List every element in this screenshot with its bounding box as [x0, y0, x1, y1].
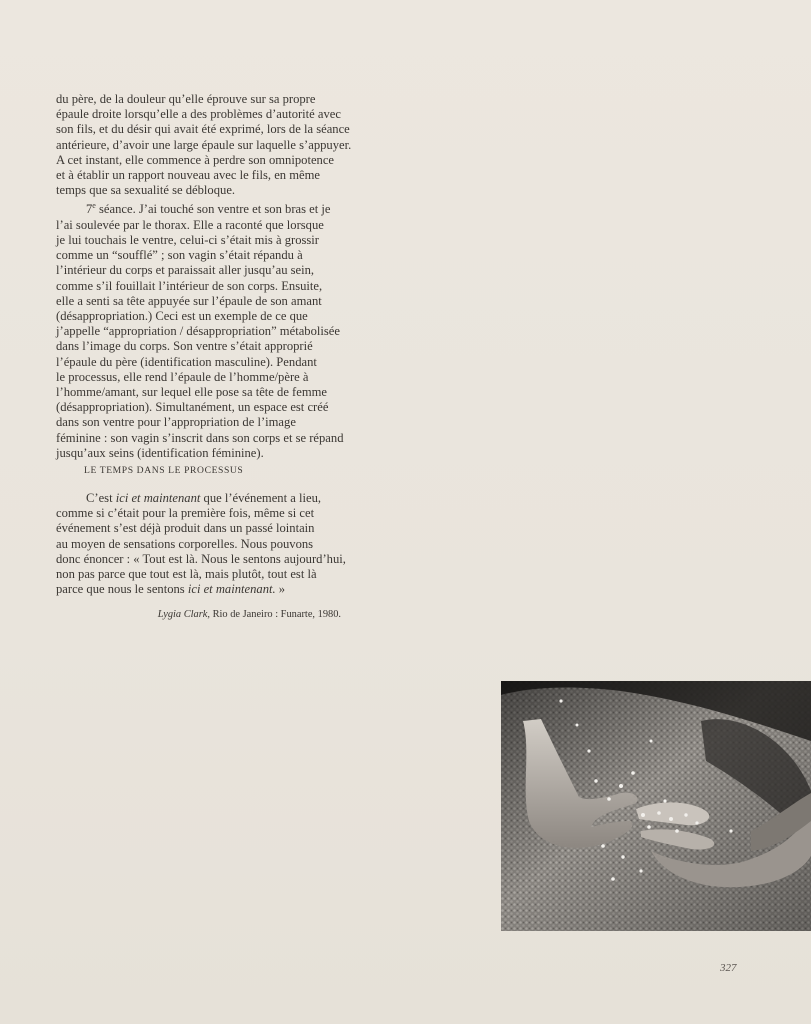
text-line: comme un “soufflé” ; son vagin s’était répandu à	[56, 248, 303, 263]
text-line: non pas parce que tout est là, mais plutôt, tout est là	[56, 567, 317, 582]
text-fragment: que l’événement a lieu,	[200, 491, 322, 505]
text-fragment: parce que nous le sentons	[56, 582, 188, 597]
italic-phrase: ici et maintenant.	[187, 582, 276, 597]
text-line: A cet instant, elle commence à perdre son omnipotence	[56, 152, 335, 167]
text-line: dans son ventre pour l’appropriation de l’image	[56, 415, 296, 430]
text-line: événement s’est déjà produit dans un passé lointain	[56, 521, 315, 536]
citation-source: Rio de Janeiro : Funarte, 1980.	[209, 609, 341, 620]
citation	[158, 609, 341, 620]
text-line	[56, 491, 346, 506]
text-line: l’épaule du père (identification masculine). Pendant	[56, 354, 317, 369]
text-line: dans l’image du corps. Son ventre s’était approprié	[56, 339, 313, 354]
text-fragment: séance. J’ai touché son ventre et son bras et je	[95, 202, 331, 217]
citation-author: Lygia Clark,	[157, 609, 210, 620]
italic-phrase: ici et maintenant	[115, 491, 201, 505]
text-line	[56, 198, 344, 217]
text-line: temps que sa sexualité se débloque.	[56, 183, 236, 198]
text-line: donc énoncer : « Tout est là. Nous le sentons aujourd’hui,	[56, 551, 346, 566]
page-number: 327	[720, 962, 737, 974]
paragraph-3	[56, 491, 346, 597]
text-line: je lui touchais le ventre, celui-ci s’était mis à grossir	[56, 233, 319, 248]
text-line: au moyen de sensations corporelles. Nous pouvons	[56, 536, 314, 551]
main-text	[56, 92, 352, 461]
paragraph-2	[56, 198, 344, 461]
text-fragment: »	[275, 582, 286, 597]
text-line: j’appelle “appropriation / désappropriation” métabolisée	[56, 324, 340, 339]
session-number: 7	[86, 202, 93, 217]
text-line: l’ai soulevée par le thorax. Elle a raconté que lorsque	[56, 217, 324, 232]
text-line: féminine : son vagin s’inscrit dans son corps et se répand	[56, 430, 344, 445]
paragraph-1	[56, 92, 352, 198]
text-line: comme si c’était pour la première fois, même si cet	[56, 506, 315, 521]
text-line: elle a senti sa tête appuyée sur l’épaule de son amant	[56, 293, 322, 308]
section-heading: LE TEMPS DANS LE PROCESSUS	[84, 465, 244, 476]
session-superscript: e	[92, 201, 96, 211]
text-line: l’homme/amant, sur lequel elle pose sa tête de femme	[56, 385, 328, 400]
photograph	[501, 681, 811, 931]
text-line: jusqu’aux seins (identification féminine).	[56, 445, 264, 460]
text-line: le processus, elle rend l’épaule de l’homme/père à	[56, 369, 309, 384]
text-fragment: C’est	[86, 491, 116, 505]
text-line: et à établir un rapport nouveau avec le fils, en même	[56, 168, 321, 183]
text-line: épaule droite lorsqu’elle a des problèmes d’autorité avec	[56, 107, 341, 122]
text-line: l’intérieur du corps et paraissait aller jusqu’au sein,	[56, 263, 315, 278]
text-line: (désappropriation.) Ceci est un exemple de ce que	[56, 309, 308, 324]
photo-hands-with-beads	[501, 681, 811, 931]
text-line: antérieure, d’avoir une large épaule sur laquelle s’appuyer.	[56, 137, 352, 152]
text-line: du père, de la douleur qu’elle éprouve sur sa propre	[56, 92, 316, 106]
text-line: (désappropriation). Simultanément, un espace est créé	[56, 400, 329, 415]
text-line: comme s’il fouillait l’intérieur de son corps. Ensuite,	[56, 278, 323, 293]
text-line: son fils, et du désir qui avait été exprimé, lors de la séance	[56, 122, 350, 137]
text-line	[56, 582, 346, 597]
